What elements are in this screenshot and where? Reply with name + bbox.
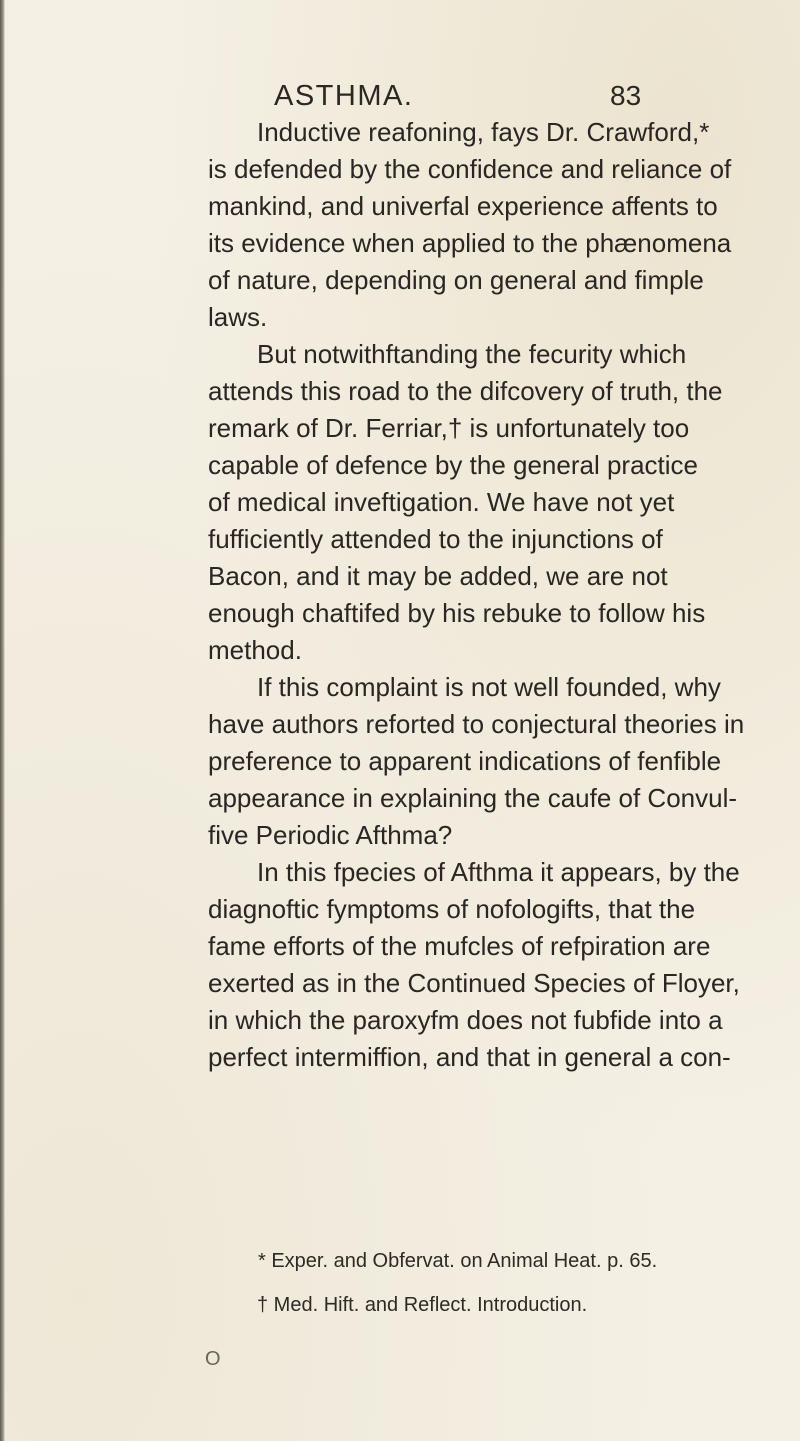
text-line: five Periodic Afthma?: [208, 820, 453, 850]
text-line: method.: [208, 635, 302, 665]
page-number: 83: [610, 80, 642, 111]
page-binding-edge: [0, 0, 5, 1441]
text-line: of medical inveftigation. We have not yet: [208, 487, 675, 517]
text-line: have authors reforted to conjectural theories in: [208, 709, 745, 739]
text-line: Bacon, and it may be added, we are not: [208, 561, 668, 591]
text-line: diagnoftic fymptoms of nofologifts, that the: [208, 894, 696, 924]
text-line: laws.: [208, 302, 268, 332]
text-line: capable of defence by the general practice: [208, 450, 699, 480]
text-line: its evidence when applied to the phænomena: [208, 228, 732, 258]
text-line: is defended by the confidence and reliance of: [208, 154, 732, 184]
text-line: But notwithftanding the fecurity which: [257, 339, 687, 369]
text-line: of nature, depending on general and fimple: [208, 265, 704, 295]
text-line: appearance in explaining the caufe of Convul-: [208, 783, 738, 813]
text-line: perfect intermiffion, and that in general a con-: [208, 1042, 731, 1072]
text-line: fame efforts of the mufcles of refpiration are: [208, 931, 711, 961]
text-line: In this fpecies of Afthma it appears, by the: [257, 857, 740, 887]
signature-mark: O: [205, 1348, 221, 1370]
text-line: in which the paroxyfm does not fubfide into a: [208, 1005, 723, 1035]
running-title: ASTHMA.: [274, 80, 414, 112]
text-line: enough chaftifed by his rebuke to follow his: [208, 598, 706, 628]
text-line: fufficiently attended to the injunctions of: [208, 524, 663, 554]
text-line: mankind, and univerfal experience affents to: [208, 191, 718, 221]
text-line: preference to apparent indications of fenfible: [208, 746, 722, 776]
text-line: remark of Dr. Ferriar,† is unfortunately too: [208, 413, 690, 443]
text-line: If this complaint is not well founded, why: [257, 672, 721, 702]
footnote-ferriar: † Med. Hift. and Reflect. Introduction.: [257, 1294, 588, 1316]
text-line: attends this road to the difcovery of truth, the: [208, 376, 723, 406]
text-line: exerted as in the Continued Species of Floyer,: [208, 968, 740, 998]
footnote-crawford: * Exper. and Obfervat. on Animal Heat. p. 65.: [258, 1250, 658, 1272]
text-line: Inductive reafoning, fays Dr. Crawford,*: [257, 117, 710, 147]
